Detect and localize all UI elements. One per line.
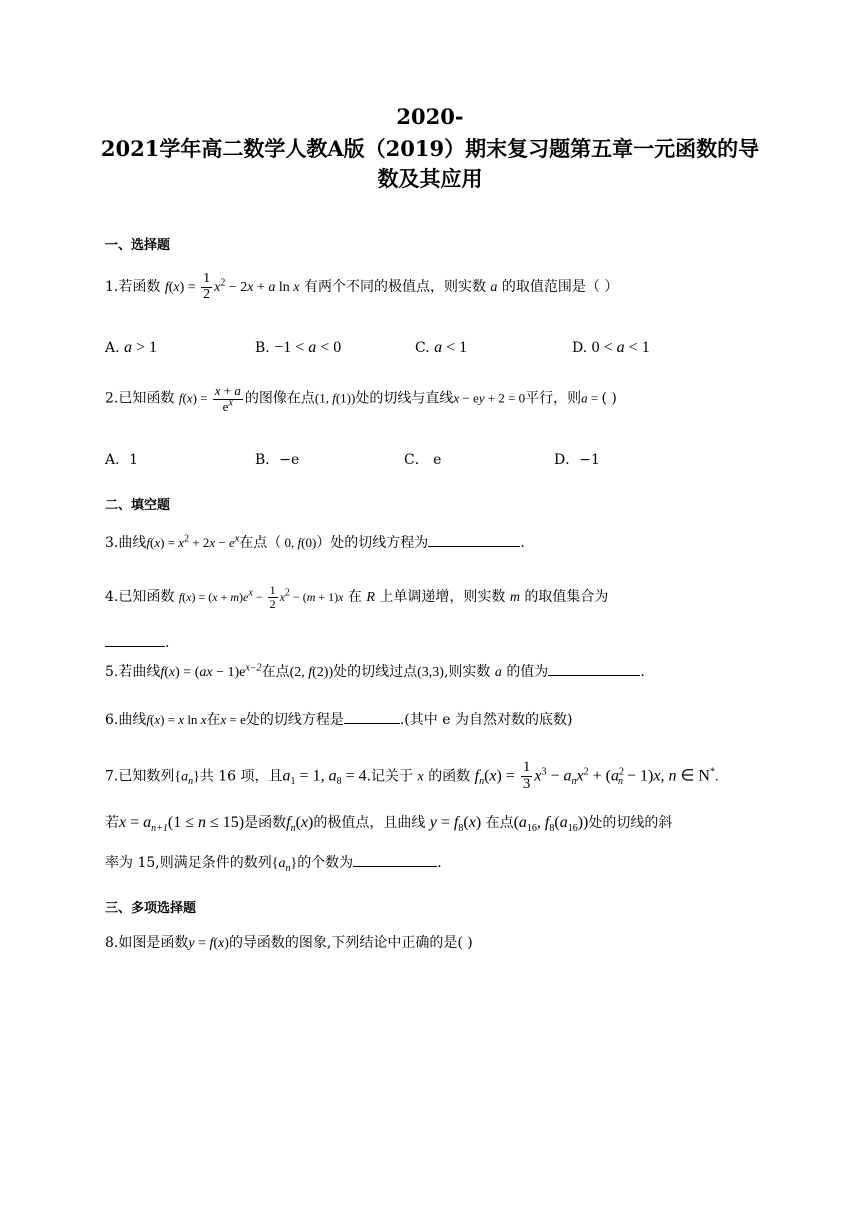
question-4-cont: . — [105, 632, 169, 651]
question-1: 1.若函数 f(x) = $\frac{1}{2}$ $x^2 - 2x + a$ ln x 有两个不同的极值点，则实数 a 的取值范围是（ ） — [105, 271, 619, 302]
question-2: 2.已知函数 f(x) = $\frac{x + a}{e^x}$ 的图像在点(1, f(1))处的切线与直线x − ey + 2 = 0平行，则a = ( ) — [105, 383, 617, 414]
q7-answer-blank — [353, 852, 437, 867]
title-line-1: 2020- — [396, 104, 464, 129]
q4-answer-blank — [105, 632, 165, 647]
question-5: 5.若曲线$f(x) = (ax - 1)e^{x-2}$在点(2, f(2))处的切线过点(3,3),则实数 a 的值为 . — [105, 662, 645, 680]
question-7-line-3: 率为 15,则满足条件的数列$\{a_n\}$的个数为 . — [105, 852, 442, 872]
question-7: 7.已知数列$\{a_n\}$共 16 项，且$a_1 = 1$, $a_8 = 4$.记关于 x 的函数 $f_n(x)$ = $\frac{1}{3}$ $x^3 - a_nx^2 + (a^2_n - 1)x$, n ∈ N*. — [105, 759, 719, 792]
title-line-3: 数及其应用 — [377, 166, 483, 191]
q1-option-b: B. −1 < a < 0 — [255, 339, 342, 356]
question-7-line-2: 若$x = a_{n+1}(1 \le n \le 15)$是函数$f_n(x)$的极值点，且曲线 $y = f_8(x)$ 在点($a_{16}$, $f_8(a_{16})$)处的切线的斜 — [105, 814, 673, 834]
q2-option-b: B．−e — [255, 452, 300, 468]
title-line-2: 2021学年高二数学人教A版（2019）期末复习题第五章一元函数的导 — [100, 136, 760, 161]
question-8: 8.如图是函数y = f(x)的导函数的图象,下列结论中正确的是( ) — [105, 935, 473, 951]
question-3: 3.曲线$f(x) = x^2 + 2x - e^x$在点（ 0, f(0)）处的切线方程为 . — [105, 533, 525, 551]
q1-number: 1. — [105, 279, 119, 296]
question-6: 6.曲线f(x) = x ln x在x = e处的切线方程是 .(其中 e 为自然对数的底数) — [105, 709, 572, 729]
q2-option-c: C． e — [404, 452, 442, 468]
q2-option-a: A．1 — [105, 452, 139, 468]
q1-prefix: 若函数 — [118, 279, 161, 296]
question-4: 4.已知函数 $f(x) = (x + m)e^x$ − $\frac{1}{2}$ $x^2 - (m + 1)x$ 在 R 上单调递增，则实数 m 的取值集合为 — [105, 583, 609, 611]
q1-suffix2: 的取值范围是（ ） — [501, 279, 619, 296]
q6-answer-blank — [344, 709, 400, 724]
q1-option-d: D. 0 < a < 1 — [572, 339, 650, 356]
q1-option-a: A. a > 1 — [105, 339, 158, 356]
section-heading-fill: 二、填空题 — [105, 498, 171, 513]
section-heading-choice: 一、选择题 — [105, 238, 171, 253]
q1-option-c: C. a < 1 — [415, 339, 468, 356]
q3-answer-blank — [428, 532, 520, 547]
section-heading-multi: 三、多项选择题 — [105, 901, 197, 916]
q1-suffix: 有两个不同的极值点，则实数 — [303, 279, 486, 296]
q2-option-d: D．−1 — [554, 452, 600, 468]
q1-formula: f — [164, 280, 169, 296]
q5-answer-blank — [548, 661, 640, 676]
